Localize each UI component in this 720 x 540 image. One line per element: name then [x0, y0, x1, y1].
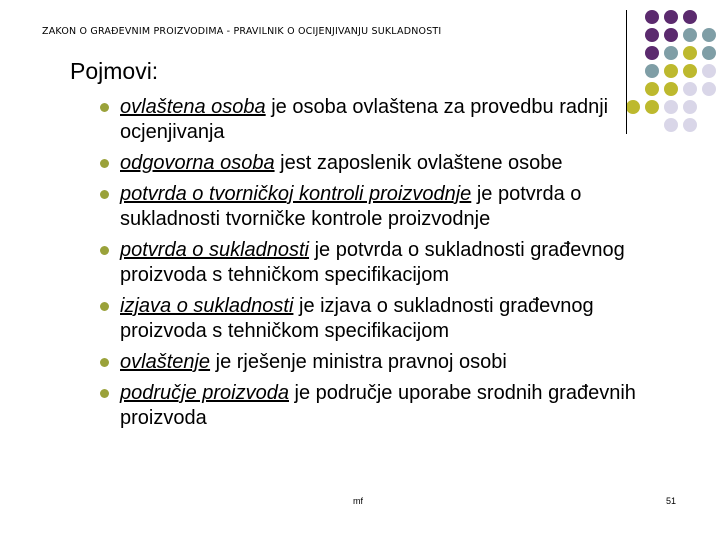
decor-dot [645, 64, 659, 78]
decor-dot [683, 82, 697, 96]
list-item [100, 350, 670, 375]
list-item [100, 151, 670, 176]
bullet-icon [100, 159, 109, 168]
decor-dot [664, 46, 678, 60]
definition-term: ovlaštenje [120, 351, 211, 373]
slide-title: Pojmovi: [70, 58, 159, 84]
decor-dot [683, 100, 697, 114]
decor-dot [702, 28, 716, 42]
decor-dot [683, 28, 697, 42]
definition-text: jest zaposlenik ovlaštene osobe [274, 152, 563, 174]
list-item [100, 95, 670, 145]
decor-dot [664, 28, 678, 42]
decor-dot [683, 64, 697, 78]
definition-text: je područje uporabe srodnih građevnih proizvoda [120, 382, 636, 429]
bullet-icon [100, 302, 109, 311]
decor-dot [664, 82, 678, 96]
bullet-icon [100, 358, 109, 367]
definitions-list [100, 95, 670, 437]
definition-term: izjava o sukladnosti [120, 295, 294, 317]
page-number: 51 [666, 496, 677, 506]
decor-dot [683, 118, 697, 132]
definition-term: odgovorna osoba [120, 152, 275, 174]
decor-dot [702, 64, 716, 78]
definition-text: je izjava o sukladnosti građevnog proizvoda s tehničkom specifikacijom [120, 295, 594, 342]
decor-dot [664, 10, 678, 24]
bullet-icon [100, 389, 109, 398]
decor-dot [645, 28, 659, 42]
list-item [100, 182, 670, 232]
decor-dot [664, 64, 678, 78]
decor-dot [702, 46, 716, 60]
definition-text: je osoba ovlaštena za provedbu radnji ocjenjivanja [120, 96, 609, 143]
definition-term: potvrda o sukladnosti [120, 239, 310, 261]
decor-dot [702, 82, 716, 96]
list-item [100, 381, 670, 431]
definition-text: je potvrda o sukladnosti tvorničke kontrole proizvodnje [120, 183, 582, 230]
decor-dot [645, 82, 659, 96]
definition-term: područje proizvoda [120, 382, 289, 404]
bullet-icon [100, 103, 109, 112]
slide-header: ZAKON O GRAĐEVNIM PROIZVODIMA - PRAVILNIK O OCIJENJIVANJU SUKLADNOSTI [42, 26, 442, 37]
definition-term: potvrda o tvorničkoj kontroli proizvodnje [120, 183, 472, 205]
decor-dot [645, 46, 659, 60]
footer-author: mf [353, 496, 363, 506]
decor-dot [683, 46, 697, 60]
bullet-icon [100, 246, 109, 255]
definition-term: ovlaštena osoba [120, 96, 266, 118]
definition-text: je rješenje ministra pravnoj osobi [210, 351, 507, 373]
list-item [100, 294, 670, 344]
decor-dot [683, 10, 697, 24]
bullet-icon [100, 190, 109, 199]
decor-dot [645, 10, 659, 24]
definition-text: je potvrda o sukladnosti građevnog proizvoda s tehničkom specifikacijom [120, 239, 625, 286]
list-item [100, 238, 670, 288]
